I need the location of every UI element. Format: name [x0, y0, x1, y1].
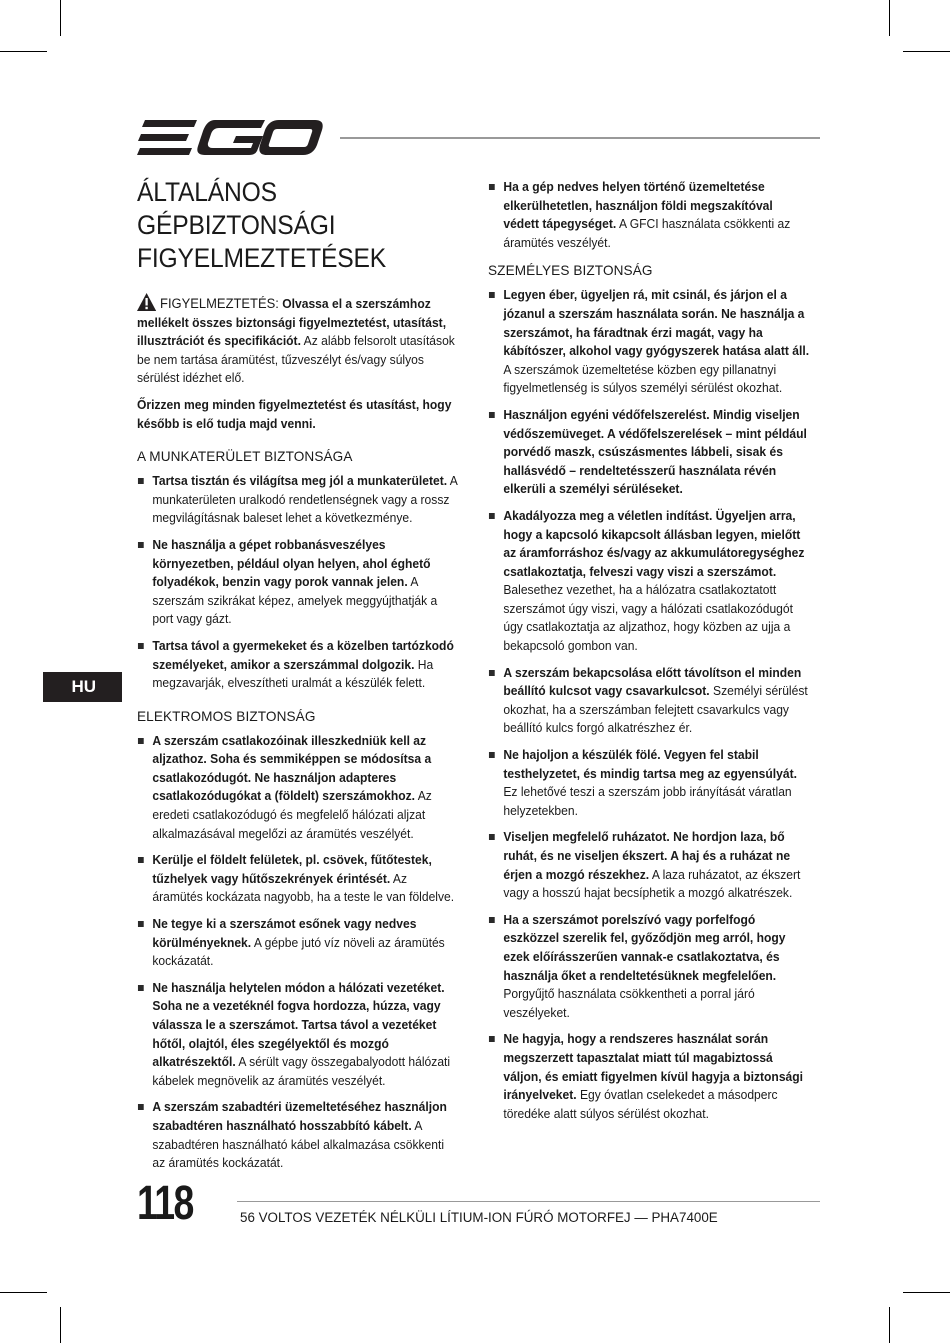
list-item: Ha a szerszámot porelszívó vagy porfelfogó eszközzel szerelik fel, győződjön meg arról, hogy ezek előírásszerűen vannak-e csatlakoztatva, és használja őket a rendeltetésüknek megfelelően. Porgyűjtő használata csökkentheti a porral járó veszélyeket.	[488, 911, 810, 1023]
page-number: 118	[137, 1177, 193, 1230]
crop-mark	[60, 1307, 61, 1343]
keep-instructions-note: Őrizzen meg minden figyelmeztetést és utasítást, hogy később is elő tudja majd venni.	[137, 397, 452, 431]
list-item: A szerszám csatlakozóinak illeszkedniük kell az aljzathoz. Soha és semmiképpen se módosítsa a csatlakozódugót. Ne használjon adapteres csatlakozódugókat a (földelt) szerszámokhoz. Az eredeti csatlakozódugó és megfelelő hálózati aljzat alkalmazásával megelőzi az áramütés veszélyét.	[137, 732, 459, 844]
list-item: Akadályozza meg a véletlen indítást. Ügyeljen arra, hogy a kapcsoló kikapcsolt állásban legyen, mielőtt az áramforráshoz és/vagy az akkumulátoregységhez csatlakoztatja, felveszi vagy viszi a szerszámot. Balesethez vezethet, ha a hálózatra csatlakoztatott szerszámot úgy viszi, vagy a hálózati csatlakozódugót úgy csatlakoztatja az aljzathoz, hogy közben az ujja a bekapcsoló gombon van.	[488, 507, 810, 656]
crop-mark	[889, 0, 890, 36]
list-item: Ne tegye ki a szerszámot esőnek vagy nedves körülményeknek. A gépbe jutó víz növeli az áramütés kockázatát.	[137, 915, 459, 971]
right-column	[488, 178, 823, 1131]
language-tab: HU	[43, 672, 122, 702]
list-item: A szerszám szabadtéri üzemeltetéséhez használjon szabadtéren használható hosszabbító kábelt. A szabadtéren használható kábel alkalmazása csökkenti az áramütés kockázatát.	[137, 1098, 459, 1172]
warning-label: FIGYELMEZTETÉS:	[160, 296, 279, 311]
warning-triangle-icon	[137, 293, 156, 311]
crop-mark	[60, 0, 61, 36]
ego-logo	[137, 117, 323, 159]
list-item: Ne használja helytelen módon a hálózati vezetéket. Soha ne a vezetéknél fogva hordozza, húzza, vagy válassza le a szerszámot. Tartsa távol a vezetéket hőtől, olajtól, éles szegélyektől és mozgó alkatrészektől. A sérült vagy összegabalyodott hálózati kábelek megnövelik az áramütés veszélyét.	[137, 979, 459, 1091]
list-item: Kerülje el földelt felületek, pl. csövek, fűtőtestek, tűzhelyek vagy hűtőszekrények érintését. Az áramütés kockázata nagyobb, ha a teste le van földelve.	[137, 851, 459, 907]
footer-product-title: 56 VOLTOS VEZETÉK NÉLKÜLI LÍTIUM-ION FÚRÓ MOTORFEJ — PHA7400E	[240, 1210, 718, 1225]
left-column	[137, 176, 472, 1181]
list-item: Ne használja a gépet robbanásveszélyes környezetben, például olyan helyen, ahol éghető folyadékok, benzin vagy porok vannak jelen. A szerszám szikrákat képez, amelyek meggyújthatják a port vagy gázt.	[137, 536, 459, 629]
crop-mark	[889, 1307, 890, 1343]
personal-safety-list	[488, 286, 810, 1123]
warning-paragraph	[137, 293, 459, 388]
electrical-safety-list	[137, 732, 459, 1173]
list-item: Tartsa tisztán és világítsa meg jól a munkaterületet. A munkaterületen uralkodó rendetlenségnek vagy a rossz megvilágításnak baleset lehet a következménye.	[137, 472, 459, 528]
list-item: Használjon egyéni védőfelszerelést. Mindig viseljen védőszemüveget. A védőfelszerelések – mint például porvédő maszk, csúszásmentes lábbeli, sisak és hallásvédő – rendeltetésszerű használata révén elkerüli a személyi sérüléseket.	[488, 406, 810, 499]
list-item: Tartsa távol a gyermekeket és a közelben tartózkodó személyeket, amikor a szerszámmal dolgozik. Ha megzavarják, elveszítheti uralmát a készülék felett.	[137, 637, 459, 693]
list-item: Legyen éber, ügyeljen rá, mit csinál, és járjon el a józanul a szerszám használata során. Ne használja a szerszámot, ha fáradtnak érzi magát, vagy ha kábítószer, alkohol vagy gyógyszerek hatása alatt áll. A szerszámok üzemeltetése közben egy pillanatnyi figyelmetlenség is súlyos személyi sérülést okozhat.	[488, 286, 810, 398]
header-rule	[340, 137, 820, 139]
title-line: ÁLTALÁNOS	[137, 177, 277, 207]
section-heading: SZEMÉLYES BIZTONSÁG	[488, 263, 653, 279]
warning-bold-text: Olvassa el a szerszámhoz mellékelt összes biztonsági figyelmeztetést, utasítást, illusztrációt és specifikációt.	[137, 297, 447, 349]
title-line: FIGYELMEZTETÉSEK	[137, 243, 387, 273]
list-item: Viseljen megfelelő ruházatot. Ne hordjon laza, bő ruhát, és ne viseljen ékszert. A haj és a ruházat ne érjen a mozgó részekhez. A laza ruházatot, az ékszert vagy a hosszú hajat becsíphetik a mozgó alkatrészek.	[488, 828, 810, 902]
work-area-list	[137, 472, 459, 693]
title-line: GÉPBIZTONSÁGI	[137, 210, 336, 240]
crop-mark	[903, 51, 950, 52]
warning-text: Az alább felsorolt utasítások be nem tartása áramütést, tűzveszélyt és/vagy súlyos sérülést idézhet elő.	[137, 334, 455, 386]
footer-rule	[237, 1201, 820, 1202]
electrical-safety-continued-list	[488, 178, 810, 252]
section-heading: ELEKTROMOS BIZTONSÁG	[137, 708, 316, 724]
crop-mark	[903, 1292, 950, 1293]
list-item: A szerszám bekapcsolása előtt távolítson el minden beállító kulcsot vagy csavarkulcsot. Személyi sérülést okozhat, ha a szerszámban felejtett csavarkulcs vagy beállító kulcs forgó alkatrészhez ér.	[488, 664, 810, 738]
list-item: Ne hajoljon a készülék fölé. Vegyen fel stabil testhelyzetet, és mindig tartsa meg az egyensúlyát. Ez lehetővé teszi a szerszám jobb irányítását váratlan helyzetekben.	[488, 746, 810, 820]
section-heading: A MUNKATERÜLET BIZTONSÁGA	[137, 449, 353, 465]
crop-mark	[0, 1292, 47, 1293]
crop-mark	[0, 51, 47, 52]
list-item: Ha a gép nedves helyen történő üzemeltetése elkerülhetetlen, használjon földi megszakítóval védett tápegységet. A GFCI használata csökkenti az áramütés veszélyét.	[488, 178, 810, 252]
list-item: Ne hagyja, hogy a rendszeres használat során megszerzett tapasztalat miatt túl magabiztossá váljon, és emiatt figyelmen kívül hagyja a biztonsági irányelveket. Egy óvatlan cselekedet a másodperc töredéke alatt súlyos sérülést okozhat.	[488, 1030, 810, 1123]
page-title	[137, 176, 449, 275]
